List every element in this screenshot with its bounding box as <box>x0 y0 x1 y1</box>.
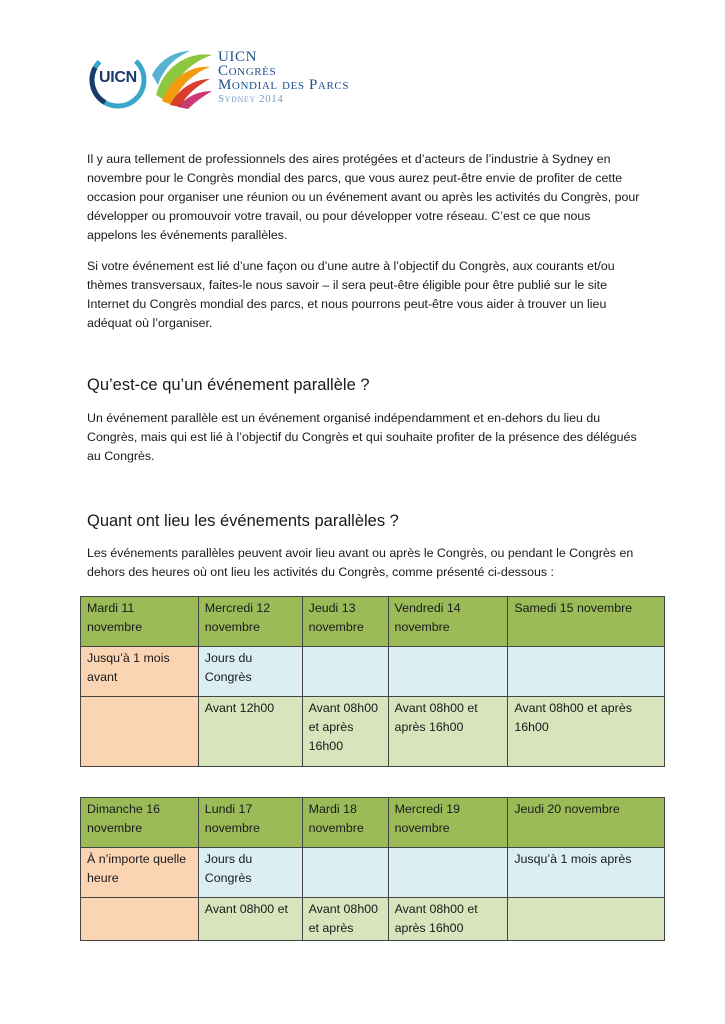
logo-line-2: Congrès <box>218 63 277 79</box>
table-cell: Jours du Congrès <box>198 647 302 697</box>
uicn-logo-text: UICN <box>99 69 137 86</box>
table-cell: Avant 08h00 et après 16h00 <box>302 697 388 767</box>
schedule-table-week-2 <box>80 797 665 941</box>
intro-paragraph-1: Il y aura tellement de professionnels des aires protégées et d’acteurs de l’industrie à Sydney en novembre pour le Congrès mondial des parcs, que vous aurez peut-être envie de profiter de cette occasion pour organiser une réunion ou un événement avant ou après les activités du Congrès, pour développer ou promouvoir votre travail, ou pour développer votre réseau. C’est ce que nous appelons les événements parallèles. <box>87 152 640 242</box>
table-cell: Mercredi 12 novembre <box>198 597 302 647</box>
table-cell <box>508 647 665 697</box>
table-cell <box>388 848 508 898</box>
table-row <box>81 597 665 647</box>
section-text-when: Les événements parallèles peuvent avoir lieu avant ou après le Congrès, ou pendant le Congrès en dehors des heures où ont lieu les activités du Congrès, comme présenté ci-dessous : <box>87 546 634 579</box>
table-cell: Jusqu’à 1 mois après <box>508 848 665 898</box>
table-cell: Lundi 17 novembre <box>198 798 302 848</box>
table-row <box>81 647 665 697</box>
table-cell: Dimanche 16 novembre <box>81 798 199 848</box>
table-cell: Jeudi 20 novembre <box>508 798 665 848</box>
table-cell: Jeudi 13 novembre <box>302 597 388 647</box>
section-heading-when: Quant ont lieu les événements parallèles ? <box>87 512 399 530</box>
table-cell <box>81 898 199 941</box>
congress-logo-text <box>218 50 349 106</box>
table-row <box>81 697 665 767</box>
table-cell <box>302 647 388 697</box>
table-cell: Vendredi 14 novembre <box>388 597 508 647</box>
table-cell <box>302 848 388 898</box>
table-cell: Jours du Congrès <box>198 848 302 898</box>
table-row <box>81 898 665 941</box>
table-cell: Mardi 11 novembre <box>81 597 199 647</box>
document-body <box>87 150 642 345</box>
congress-swoosh-logo <box>150 45 216 111</box>
logo-line-3: Mondial des Parcs <box>218 77 350 93</box>
table-cell: Avant 12h00 <box>198 697 302 767</box>
section-text-what: Un événement parallèle est un événement organisé indépendamment et en-dehors du lieu du Congrès, mais qui est lié à l’objectif du Congrès et qui souhaite profiter de la présence des délégués au Congrès. <box>87 411 637 463</box>
table-cell: Avant 08h00 et après 16h00 <box>508 697 665 767</box>
schedule-table-week-1 <box>80 596 665 767</box>
table-row <box>81 798 665 848</box>
table-cell: Mardi 18 novembre <box>302 798 388 848</box>
intro-paragraph-2: Si votre événement est lié d’une façon ou d’une autre à l’objectif du Congrès, aux courants et/ou thèmes transversaux, faites-le nous savoir – il sera peut-être éligible pour être publié sur le site Internet du Congrès mondial des parcs, et nous pourrons peut-être vous aider à trouver un lieu adéquat où l’organiser. <box>87 259 615 330</box>
table-cell: À n’importe quelle heure <box>81 848 199 898</box>
header-logos <box>88 40 408 120</box>
table-cell: Avant 08h00 et après 16h00 <box>388 898 508 941</box>
table-cell: Mercredi 19 novembre <box>388 798 508 848</box>
table-cell: Jusqu’à 1 mois avant <box>81 647 199 697</box>
table-cell <box>81 697 199 767</box>
table-cell <box>508 898 665 941</box>
table-cell: Avant 08h00 et après <box>302 898 388 941</box>
logo-line-1: UICN <box>218 49 258 65</box>
logo-line-4: Sydney 2014 <box>218 93 284 105</box>
table-cell: Samedi 15 novembre <box>508 597 665 647</box>
table-row <box>81 848 665 898</box>
table-cell: Avant 08h00 et <box>198 898 302 941</box>
section-heading-what: Qu’est-ce qu’un événement parallèle ? <box>87 376 370 394</box>
table-cell: Avant 08h00 et après 16h00 <box>388 697 508 767</box>
table-cell <box>388 647 508 697</box>
